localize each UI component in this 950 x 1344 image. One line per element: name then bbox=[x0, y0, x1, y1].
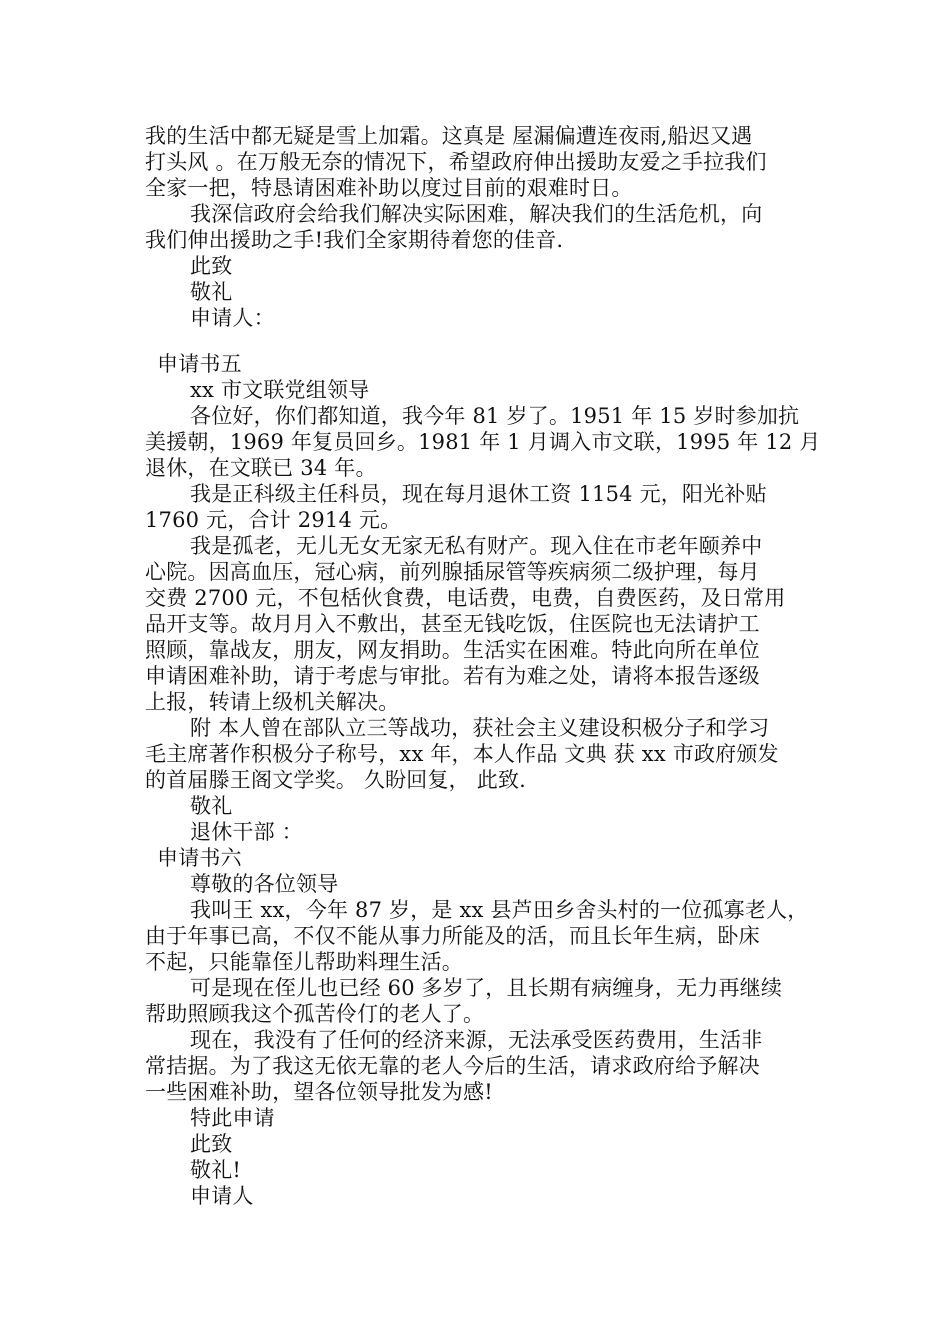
section-title-6: 申请书六 bbox=[157, 846, 242, 870]
salutation-cizhi-2: 此致 bbox=[190, 1132, 233, 1156]
salutation-jingli-2: 敬礼 bbox=[190, 794, 233, 818]
body-line-36: 常拮据。为了我这无依无靠的老人今后的生活，请求政府给予解决 bbox=[145, 1054, 760, 1078]
body-line-15: 1760 元，合计 2914 元。 bbox=[145, 508, 402, 532]
salutation-jingli-3: 敬礼! bbox=[190, 1158, 242, 1182]
section-title-5: 申请书五 bbox=[157, 352, 242, 376]
applicant-label: 申请人： bbox=[190, 306, 275, 330]
body-line-3: 全家一把，特恳请困难补助以度过目前的艰难时日。 bbox=[145, 176, 633, 200]
body-line-19: 品开支等。故月月入不敷出，甚至无钱吃饭，住医院也无法请护工 bbox=[145, 612, 760, 636]
body-line-25: 的首届滕王阁文学奖。 久盼回复， 此致. bbox=[145, 768, 527, 792]
body-line-30: 我叫王 xx，今年 87 岁，是 xx 县芦田乡舍头村的一位孤寡老人， bbox=[190, 898, 809, 922]
applicant-label-2: 申请人 bbox=[190, 1184, 254, 1208]
body-line-20: 照顾，靠战友，朋友，网友捐助。生活实在困难。特此向所在单位 bbox=[145, 638, 760, 662]
body-line-37: 一些困难补助，望各位领导批发为感! bbox=[145, 1080, 493, 1104]
body-line-1: 我的生活中都无疑是雪上加霜。这真是 屋漏偏遭连夜雨,船迟又遇 bbox=[145, 124, 753, 148]
body-line-34: 帮助照顾我这个孤苦伶仃的老人了。 bbox=[145, 1002, 485, 1026]
body-line-33: 可是现在侄儿也已经 60 多岁了，且长期有病缠身，无力再继续 bbox=[190, 976, 783, 1000]
body-line-23: 附 本人曾在部队立三等战功，获社会主义建设积极分子和学习 bbox=[190, 716, 770, 740]
salutation-cizhi: 此致 bbox=[190, 254, 233, 278]
body-line-18: 交费 2700 元，不包栝伙食费，电话费，电费，自费医药，及日常用 bbox=[145, 586, 786, 610]
body-line-16: 我是孤老，无儿无女无家无私有财产。现入住在市老年颐养中 bbox=[190, 534, 763, 558]
body-line-31: 由于年事已高，不仅不能从事力所能及的活，而且长年生病，卧床 bbox=[145, 924, 760, 948]
body-line-4: 我深信政府会给我们解决实际困难，解决我们的生活危机，向 bbox=[190, 202, 763, 226]
body-line-14: 我是正科级主任科员，现在每月退休工资 1154 元，阳光补贴 bbox=[190, 482, 767, 506]
body-line-13: 退休，在文联已 34 年。 bbox=[145, 456, 377, 480]
signature-retired-cadre: 退休干部 ： bbox=[190, 820, 303, 844]
body-line-32: 不起，只能靠侄儿帮助料理生活。 bbox=[145, 950, 463, 974]
body-line-24: 毛主席著作积极分子称号，xx 年，本人作品 文典 获 xx 市政府颁发 bbox=[145, 742, 779, 766]
body-line-35: 现在，我没有了任何的经济来源，无法承受医药费用，生活非 bbox=[190, 1028, 763, 1052]
body-line-12: 美援朝，1969 年复员回乡。1981 年 1 月调入市文联，1995 年 12 月 bbox=[145, 430, 821, 454]
body-line-2: 打头风 。在万般无奈的情况下，希望政府伸出援助友爱之手拉我们 bbox=[145, 150, 767, 174]
body-line-17: 心院。因高血压，冠心病，前列腺插尿管等疾病须二级护理，每月 bbox=[145, 560, 760, 584]
body-line-5: 我们伸出援助之手!我们全家期待着您的佳音. bbox=[145, 228, 564, 252]
body-line-22: 上报，转请上级机关解决。 bbox=[145, 690, 400, 714]
recipient-line: xx 市文联党组领导 bbox=[190, 378, 370, 402]
closing-special-request: 特此申请 bbox=[190, 1106, 275, 1130]
salutation-jingli: 敬礼 bbox=[190, 280, 233, 304]
body-line-11: 各位好，你们都知道，我今年 81 岁了。1951 年 15 岁时参加抗 bbox=[190, 404, 800, 428]
recipient-line-2: 尊敬的各位领导 bbox=[190, 872, 339, 896]
body-line-21: 申请困难补助，请于考虑与审批。若有为难之处，请将本报告逐级 bbox=[145, 664, 760, 688]
